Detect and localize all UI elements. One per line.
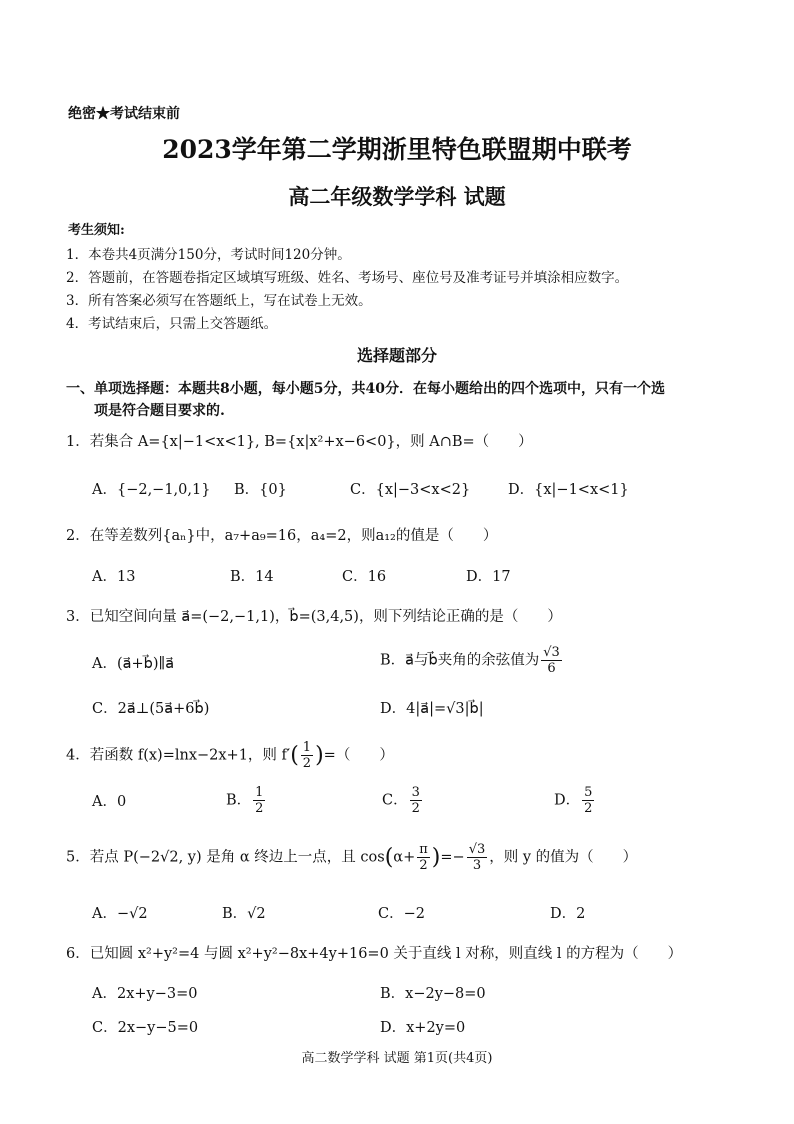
question-2-option-c: C．16 bbox=[342, 569, 387, 585]
question-5-option-a: A．−√2 bbox=[92, 906, 148, 922]
question-5-stem-a: 5．若点 P(−2√2, y) 是角 α 终边上一点，且 cos bbox=[66, 849, 385, 866]
question-1-option-c: C．{x|−3<x<2} bbox=[350, 482, 471, 498]
confidential-label: 绝密★考试结束前 bbox=[68, 106, 180, 122]
question-4-option-c-label: C． bbox=[382, 792, 408, 809]
fraction bbox=[410, 785, 422, 816]
fraction-numerator: 3 bbox=[411, 785, 420, 800]
question-3-option-a: A．(a⃗+b⃗)∥a⃗ bbox=[92, 656, 175, 672]
fraction bbox=[467, 842, 488, 873]
question-3-option-c: C．2a⃗⊥(5a⃗+6b⃗) bbox=[92, 701, 210, 717]
question-1-option-b: B．{0} bbox=[234, 482, 287, 498]
question-3-option-b bbox=[380, 645, 564, 676]
angle-expression: α+ bbox=[393, 849, 416, 866]
question-3-stem: 3．已知空间向量 a⃗=(−2,−1,1)，b⃗=(3,4,5)，则下列结论正确的是（ ） bbox=[66, 609, 562, 625]
question-6-option-d: D．x+2y=0 bbox=[380, 1020, 466, 1036]
question-6-stem: 6．已知圆 x²+y²=4 与圆 x²+y²−8x+4y+16=0 关于直线 l 对称，则直线 l 的方程为（ ） bbox=[66, 946, 683, 962]
fraction bbox=[541, 645, 562, 676]
question-6-option-a: A．2x+y−3=0 bbox=[92, 986, 198, 1002]
question-5-option-c: C．−2 bbox=[378, 906, 425, 922]
question-4-stem-b: =（ ） bbox=[323, 747, 394, 764]
note-item: 1．本卷共4页满分150分，考试时间120分钟。 bbox=[66, 247, 351, 263]
part-title: 选择题部分 bbox=[356, 346, 437, 365]
question-2-option-b: B．14 bbox=[230, 569, 274, 585]
section-heading-line1: 一、单项选择题：本题共8小题，每小题5分，共40分．在每小题给出的四个选项中，只有一个选 bbox=[66, 381, 665, 397]
question-4-option-b-label: B． bbox=[226, 792, 252, 809]
fraction-denominator: 2 bbox=[255, 801, 264, 816]
fraction-numerator: √3 bbox=[543, 645, 560, 660]
page-subtitle: 高二年级数学学科 试题 bbox=[288, 184, 506, 209]
question-5-stem: 5．若点 P(−2√2, y) 是角 α 终边上一点，且 cos(α+ $\frac{\pi}{2}$ )=− $\frac{√3}{3}$ ，则 y 的值为（ ） bbox=[66, 842, 638, 873]
question-2-stem: 2．在等差数列{aₙ}中，a₇+a₉=16，a₄=2，则a₁₂的值是（ ） bbox=[66, 528, 498, 544]
question-5-option-d: D．2 bbox=[550, 906, 586, 922]
fraction-numerator: π bbox=[419, 842, 428, 857]
section-heading-line2: 项是符合题目要求的. bbox=[94, 403, 225, 419]
section-heading bbox=[66, 378, 746, 422]
note-item: 3．所有答案必须写在答题纸上，写在试卷上无效。 bbox=[66, 293, 372, 309]
question-2-option-a: A．13 bbox=[92, 569, 136, 585]
fraction-denominator: 2 bbox=[584, 801, 593, 816]
note-item: 4．考试结束后，只需上交答题纸。 bbox=[66, 316, 278, 332]
fraction bbox=[417, 842, 430, 873]
fraction-numerator: 5 bbox=[584, 785, 593, 800]
question-1-option-d: D．{x|−1<x<1} bbox=[508, 482, 629, 498]
question-2-option-d: D．17 bbox=[466, 569, 511, 585]
question-1-stem: 1．若集合 A={x|−1<x<1}, B={x|x²+x−6<0}，则 A∩B=（ ） bbox=[66, 434, 533, 450]
fraction bbox=[301, 740, 313, 771]
notes-heading: 考生须知: bbox=[68, 223, 125, 238]
fraction-denominator: 3 bbox=[472, 858, 482, 873]
page-footer: 高二数学学科 试题 第1页(共4页) bbox=[301, 1051, 493, 1066]
question-4-option-d-label: D． bbox=[554, 792, 581, 809]
question-5-stem-b: ，则 y 的值为（ ） bbox=[489, 849, 638, 866]
question-3-option-d: D．4|a⃗|=√3|b⃗| bbox=[380, 701, 484, 717]
fraction-numerator: √3 bbox=[468, 842, 486, 857]
page-title: 2023学年第二学期浙里特色联盟期中联考 bbox=[162, 135, 632, 164]
equals-minus: =− bbox=[440, 849, 465, 866]
fraction-denominator: 2 bbox=[411, 801, 420, 816]
note-item: 2．答题前，在答题卷指定区域填写班级、姓名、考场号、座位号及准考证号并填涂相应数字。 bbox=[66, 270, 629, 286]
fraction-numerator: 1 bbox=[255, 785, 264, 800]
fraction bbox=[582, 785, 594, 816]
fraction-denominator: 6 bbox=[547, 661, 556, 676]
question-6-option-b: B．x−2y−8=0 bbox=[380, 986, 486, 1002]
question-4-option-c bbox=[382, 785, 424, 816]
fraction-denominator: 2 bbox=[419, 858, 428, 873]
question-4-option-b bbox=[226, 785, 267, 816]
question-4-stem-a: 4．若函数 f(x)=lnx−2x+1，则 f′ bbox=[66, 747, 291, 764]
fraction-denominator: 2 bbox=[302, 756, 312, 771]
question-5-option-b: B．√2 bbox=[222, 906, 266, 922]
question-4-option-d bbox=[554, 785, 596, 816]
question-4-option-a: A．0 bbox=[92, 794, 127, 810]
question-1-option-a: A．{−2,−1,0,1} bbox=[92, 482, 211, 498]
question-3-option-b-text: B．a⃗与b⃗夹角的余弦值为 bbox=[380, 652, 540, 669]
question-6-option-c: C．2x−y−5=0 bbox=[92, 1020, 199, 1036]
fraction bbox=[253, 785, 265, 816]
question-4-stem: 4．若函数 f(x)=lnx−2x+1，则 f′( $\frac{1}{2}$ )=（ ） bbox=[66, 740, 394, 771]
fraction-numerator: 1 bbox=[302, 740, 312, 755]
